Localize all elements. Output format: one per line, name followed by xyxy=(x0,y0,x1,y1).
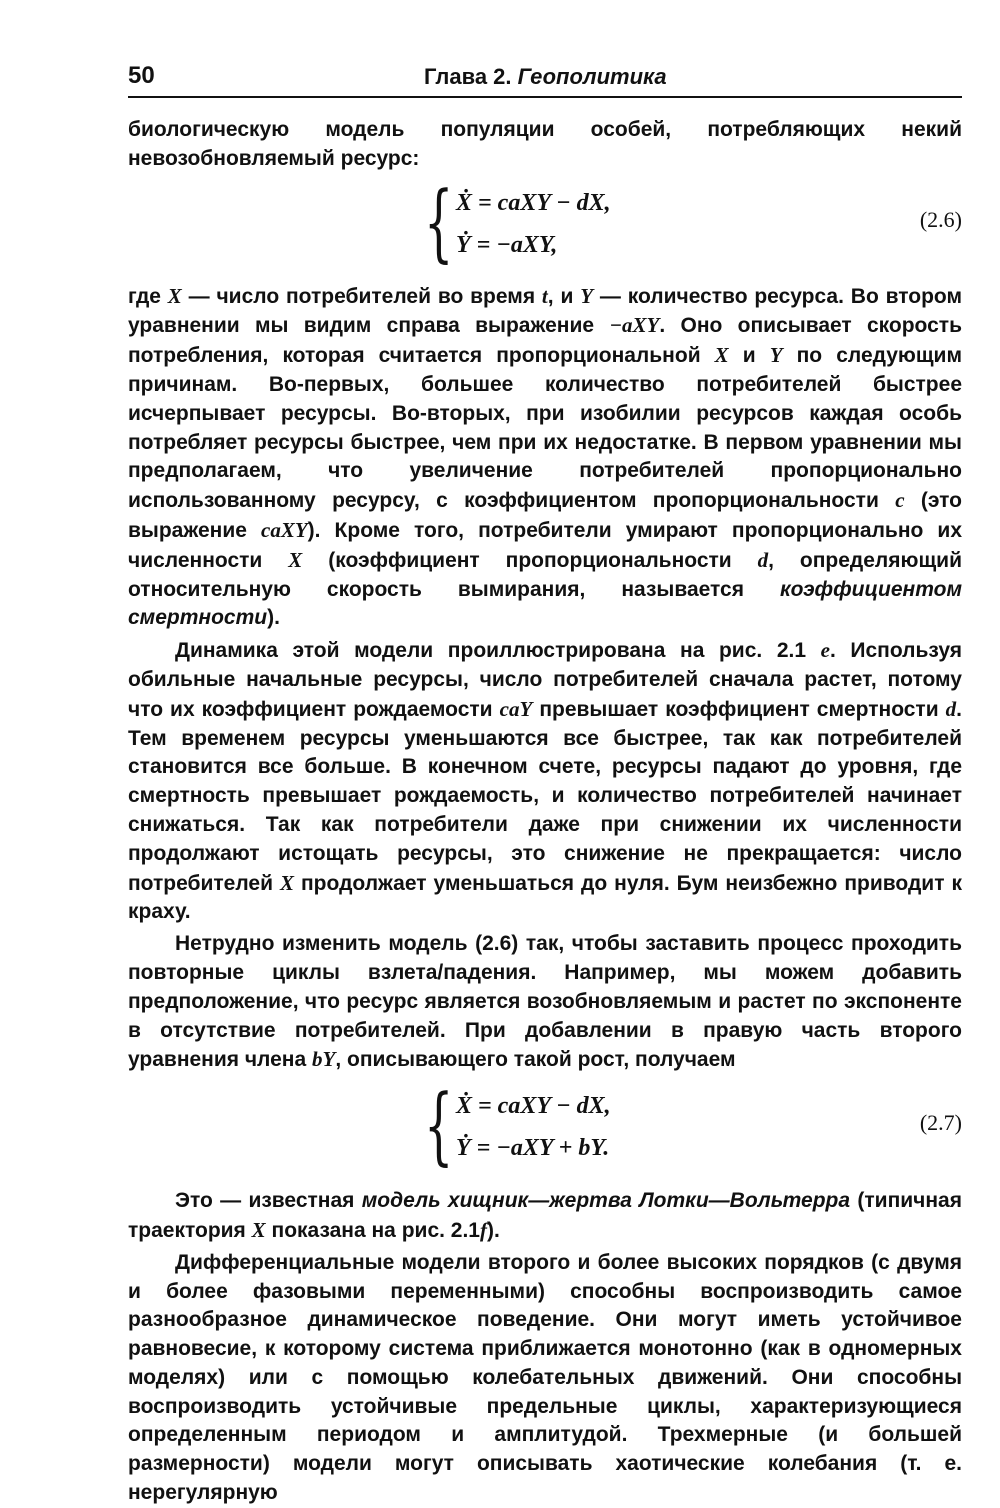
text: Динамика этой модели проиллюстрирована на рис. 2.1 xyxy=(175,639,821,663)
equation-line: Ẋ = caXY − dX, xyxy=(456,189,611,216)
math-var: X xyxy=(251,1217,266,1242)
chapter-title: Геополитика xyxy=(517,64,667,89)
page-header xyxy=(128,58,962,98)
text: Это — известная xyxy=(175,1189,362,1213)
paragraph-2 xyxy=(128,282,962,634)
text: продолжает уменьшаться до нуля. Бум неизбежно приводит к краху. xyxy=(128,871,962,924)
text: показана на рис. 2.1 xyxy=(265,1218,480,1242)
paragraph-6: Дифференциальные модели второго и более высоких порядков (с двумя и более фазовыми переменными) способны воспроизводить самое разнообразное динамическое поведение. Они могут иметь устойчивое равновесие, к которому система приближается монотонно (как в одномерных моделях) или с помощью колебательных движений. Они способны воспроизводить устойчивые предельные циклы, характеризующиеся определенным периодом и амплитудой. Трехмерные (и большей размерности) модели могут описывать хаотические колебания (т. е. нерегулярную xyxy=(128,1250,962,1505)
text: (коэффициент пропорциональности xyxy=(302,548,758,572)
text: (это выражение xyxy=(128,489,962,542)
math-var: X xyxy=(288,547,303,572)
text: Нетрудно изменить модель (2.6) так, чтобы заставить процесс проходить повторные циклы взлета/падения. Например, мы можем добавить предположение, что ресурс является возобновляемым и растет по экспоненте в отсутствие потребителей. При добавлении в правую часть второго уравнения члена xyxy=(128,932,962,1072)
text: и xyxy=(728,344,770,368)
text: . Используя обильные начальные ресурсы, число потребителей сначала растет, потому что их коэффициент рождаемости xyxy=(128,639,962,721)
math-expr: −aXY xyxy=(609,313,660,338)
text: ). xyxy=(486,1218,500,1242)
equation-brace: { xyxy=(424,172,454,271)
math-expr: caXY xyxy=(261,517,308,542)
term-italic: коэффициентом смертности xyxy=(128,577,962,630)
paragraph-5 xyxy=(128,1187,962,1246)
equation-line: Ẋ = caXY − dX, xyxy=(456,1093,611,1120)
equation-line: Ẏ = −aXY, xyxy=(456,231,558,258)
text: , и xyxy=(547,284,581,308)
equation-line: Ẏ = −aXY + bY. xyxy=(456,1135,610,1162)
math-expr: caY xyxy=(499,696,533,721)
math-var: e xyxy=(820,638,830,663)
paragraph-3 xyxy=(128,636,962,927)
math-var: f xyxy=(479,1217,487,1242)
equation-number: (2.7) xyxy=(919,1110,962,1136)
page-number: 50 xyxy=(128,62,155,89)
math-var: Y xyxy=(580,283,594,308)
math-var: X xyxy=(167,283,182,308)
text: — число потребителей во время xyxy=(181,284,542,308)
paragraph-1: биологическую модель популяции особей, потребляющих некий невозобновляемый ресурс: xyxy=(128,118,962,170)
equation-2-7 xyxy=(128,1076,962,1177)
text: (типичная траектория xyxy=(128,1189,962,1242)
math-var: d xyxy=(757,547,769,572)
text: — количество ресурса. Во втором уравнении мы видим справа выражение xyxy=(128,284,962,338)
term-italic: модель хищник—жертва Лотки—Вольтерра xyxy=(361,1189,851,1213)
equation-lines xyxy=(456,182,611,266)
text: ). xyxy=(267,606,280,630)
math-var: X xyxy=(280,870,295,895)
math-var: X xyxy=(714,343,729,368)
math-var: t xyxy=(541,283,548,308)
text: превышает коэффициент смертности xyxy=(532,697,946,721)
math-var: Y xyxy=(769,343,783,368)
text: , определяющий относительную скорость вымирания, называется xyxy=(128,548,963,601)
chapter-label: Глава 2. xyxy=(424,64,512,89)
math-var: c xyxy=(895,488,905,513)
text: ). Кроме того, потребители умирают пропорционально их численности xyxy=(128,518,963,572)
equation-number: (2.6) xyxy=(919,206,962,232)
math-var: d xyxy=(945,696,957,721)
text: где xyxy=(128,284,168,308)
page-body xyxy=(128,116,962,1508)
text: . Оно описывает скорость потребления, которая считается пропорциональной xyxy=(128,314,962,368)
running-head xyxy=(424,64,667,90)
paragraph-4 xyxy=(128,930,962,1075)
math-expr: bY xyxy=(312,1047,336,1072)
text: . Тем временем ресурсы уменьшаются все быстрее, так как потребителей становится все больше. В конечном счете, ресурсы падают до уровня, где смертность превышает рождаемость, и количество потребителей начинает снижаться. Так как потребители даже при снижении их численности продолжают истощать ресурсы, это снижение не прекращается: число потребителей xyxy=(128,697,963,895)
equation-2-6 xyxy=(128,172,962,274)
equation-lines xyxy=(456,1085,611,1169)
text: , описывающего такой рост, получаем xyxy=(335,1048,736,1072)
text: по следующим причинам. Во-первых, большее количество потребителей быстрее исчерпывает ресурсы. Во-вторых, при изобилии ресурсов каждая особь потребляет ресурсы быстрее, чем при их недостатке. В первом уравнении мы предполагаем, что увеличение потребителей пропорционально использованному ресурсу, с коэффициентом пропорциональности xyxy=(128,344,962,513)
equation-brace: { xyxy=(424,1076,454,1175)
